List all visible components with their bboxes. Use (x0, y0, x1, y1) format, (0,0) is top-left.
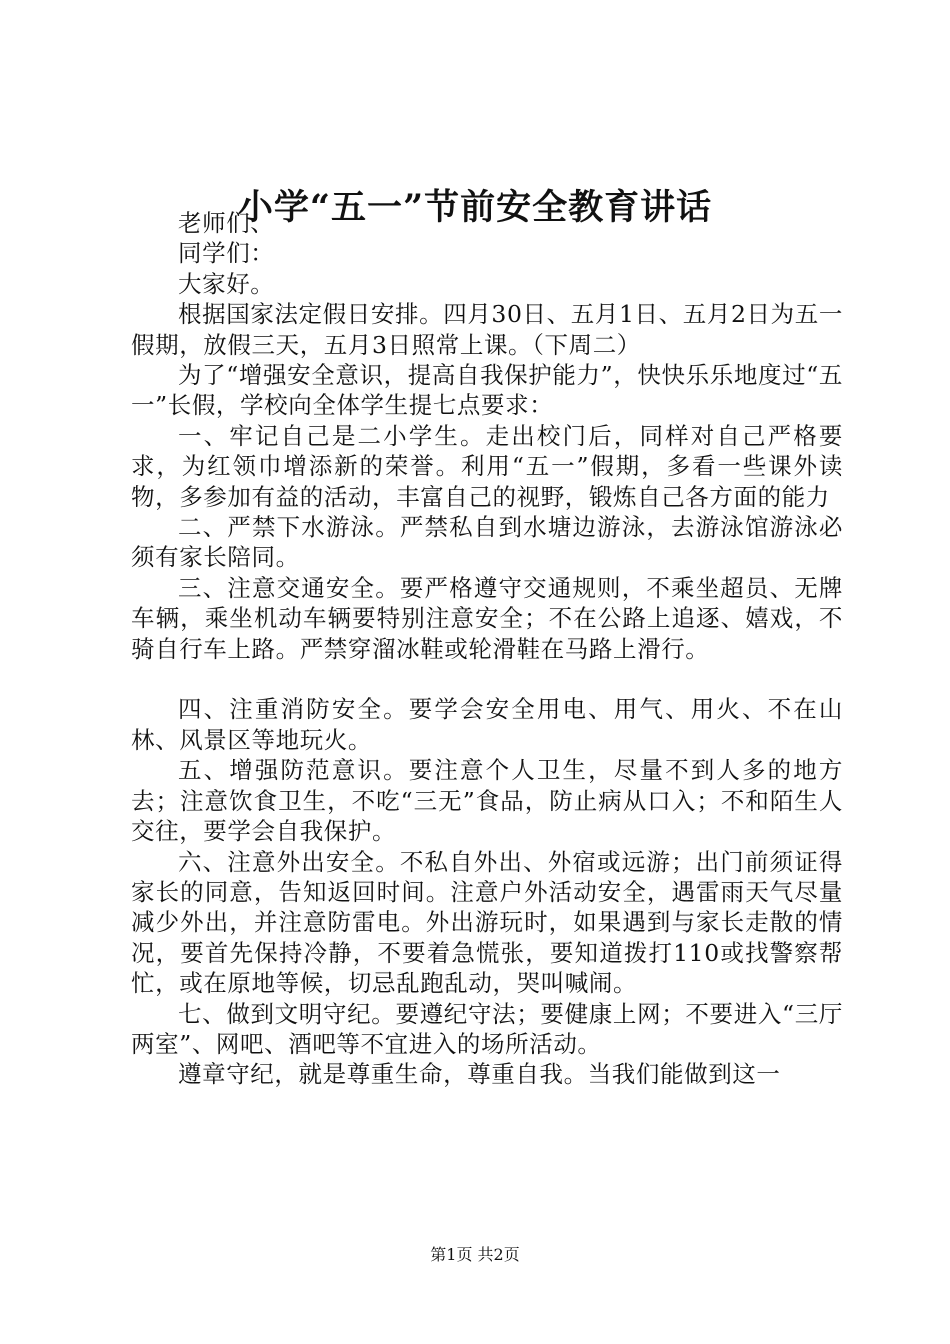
paragraph-holiday-schedule: 根据国家法定假日安排。四月30日、五月1日、五月2日为五一假期，放假三天，五月3日照常上课。（下周二） (131, 300, 843, 359)
paragraph-requirement-4: 四、注重消防安全。要学会安全用电、用气、用火、不在山林、风景区等地玩火。 (131, 695, 843, 754)
paragraph-requirement-6: 六、注意外出安全。不私自外出、外宿或远游；出门前须证得家长的同意，告知返回时间。注意户外活动安全，遇雷雨天气尽量减少外出，并注意防雷电。外出游玩时，如果遇到与家长走散的情况，要首先保持冷静，不要着急慌张，要知道拨打110或找警察帮忙，或在原地等候，切忌乱跑乱动，哭叫喊闹。 (131, 847, 843, 998)
paragraph-requirement-1: 一、牢记自己是二小学生。走出校门后，同样对自己严格要求，为红领巾增添新的荣誉。利用“五一”假期，多看一些课外读物，多参加有益的活动，丰富自己的视野，锻炼自己各方面的能力 (131, 421, 843, 511)
greeting-teachers: 老师们、 (178, 209, 275, 237)
paragraph-requirement-2: 二、严禁下水游泳。严禁私自到水塘边游泳，去游泳馆游泳必须有家长陪同。 (131, 513, 843, 572)
document-body (131, 208, 843, 1090)
paragraph-closing: 遵章守纪，就是尊重生命，尊重自我。当我们能做到这一 (178, 1060, 781, 1089)
page-title: 小学“五一”节前安全教育讲话 (237, 187, 713, 228)
paragraph-requirement-3: 三、注意交通安全。要严格遵守交通规则，不乘坐超员、无牌车辆，乘坐机动车辆要特别注意安全；不在公路上追逐、嬉戏，不骑自行车上路。严禁穿溜冰鞋或轮滑鞋在马路上滑行。 (131, 573, 843, 663)
paragraph-requirement-7: 七、做到文明守纪。要遵纪守法；要健康上网；不要进入“三厅两室”、网吧、酒吧等不宜进入的场所活动。 (131, 999, 843, 1058)
greeting-hello: 大家好。 (178, 269, 275, 298)
greeting-students: 同学们： (178, 239, 275, 268)
paragraph-intro-requirements: 为了“增强安全意识，提高自我保护能力”，快快乐乐地度过“五一”长假，学校向全体学生提七点要求： (131, 361, 843, 420)
paragraph-requirement-5: 五、增强防范意识。要注意个人卫生，尽量不到人多的地方去；注意饮食卫生，不吃“三无”食品，防止病从口入；不和陌生人交往，要学会自我保护。 (131, 756, 843, 846)
page-footer: 第1页 共2页 (430, 1245, 520, 1264)
